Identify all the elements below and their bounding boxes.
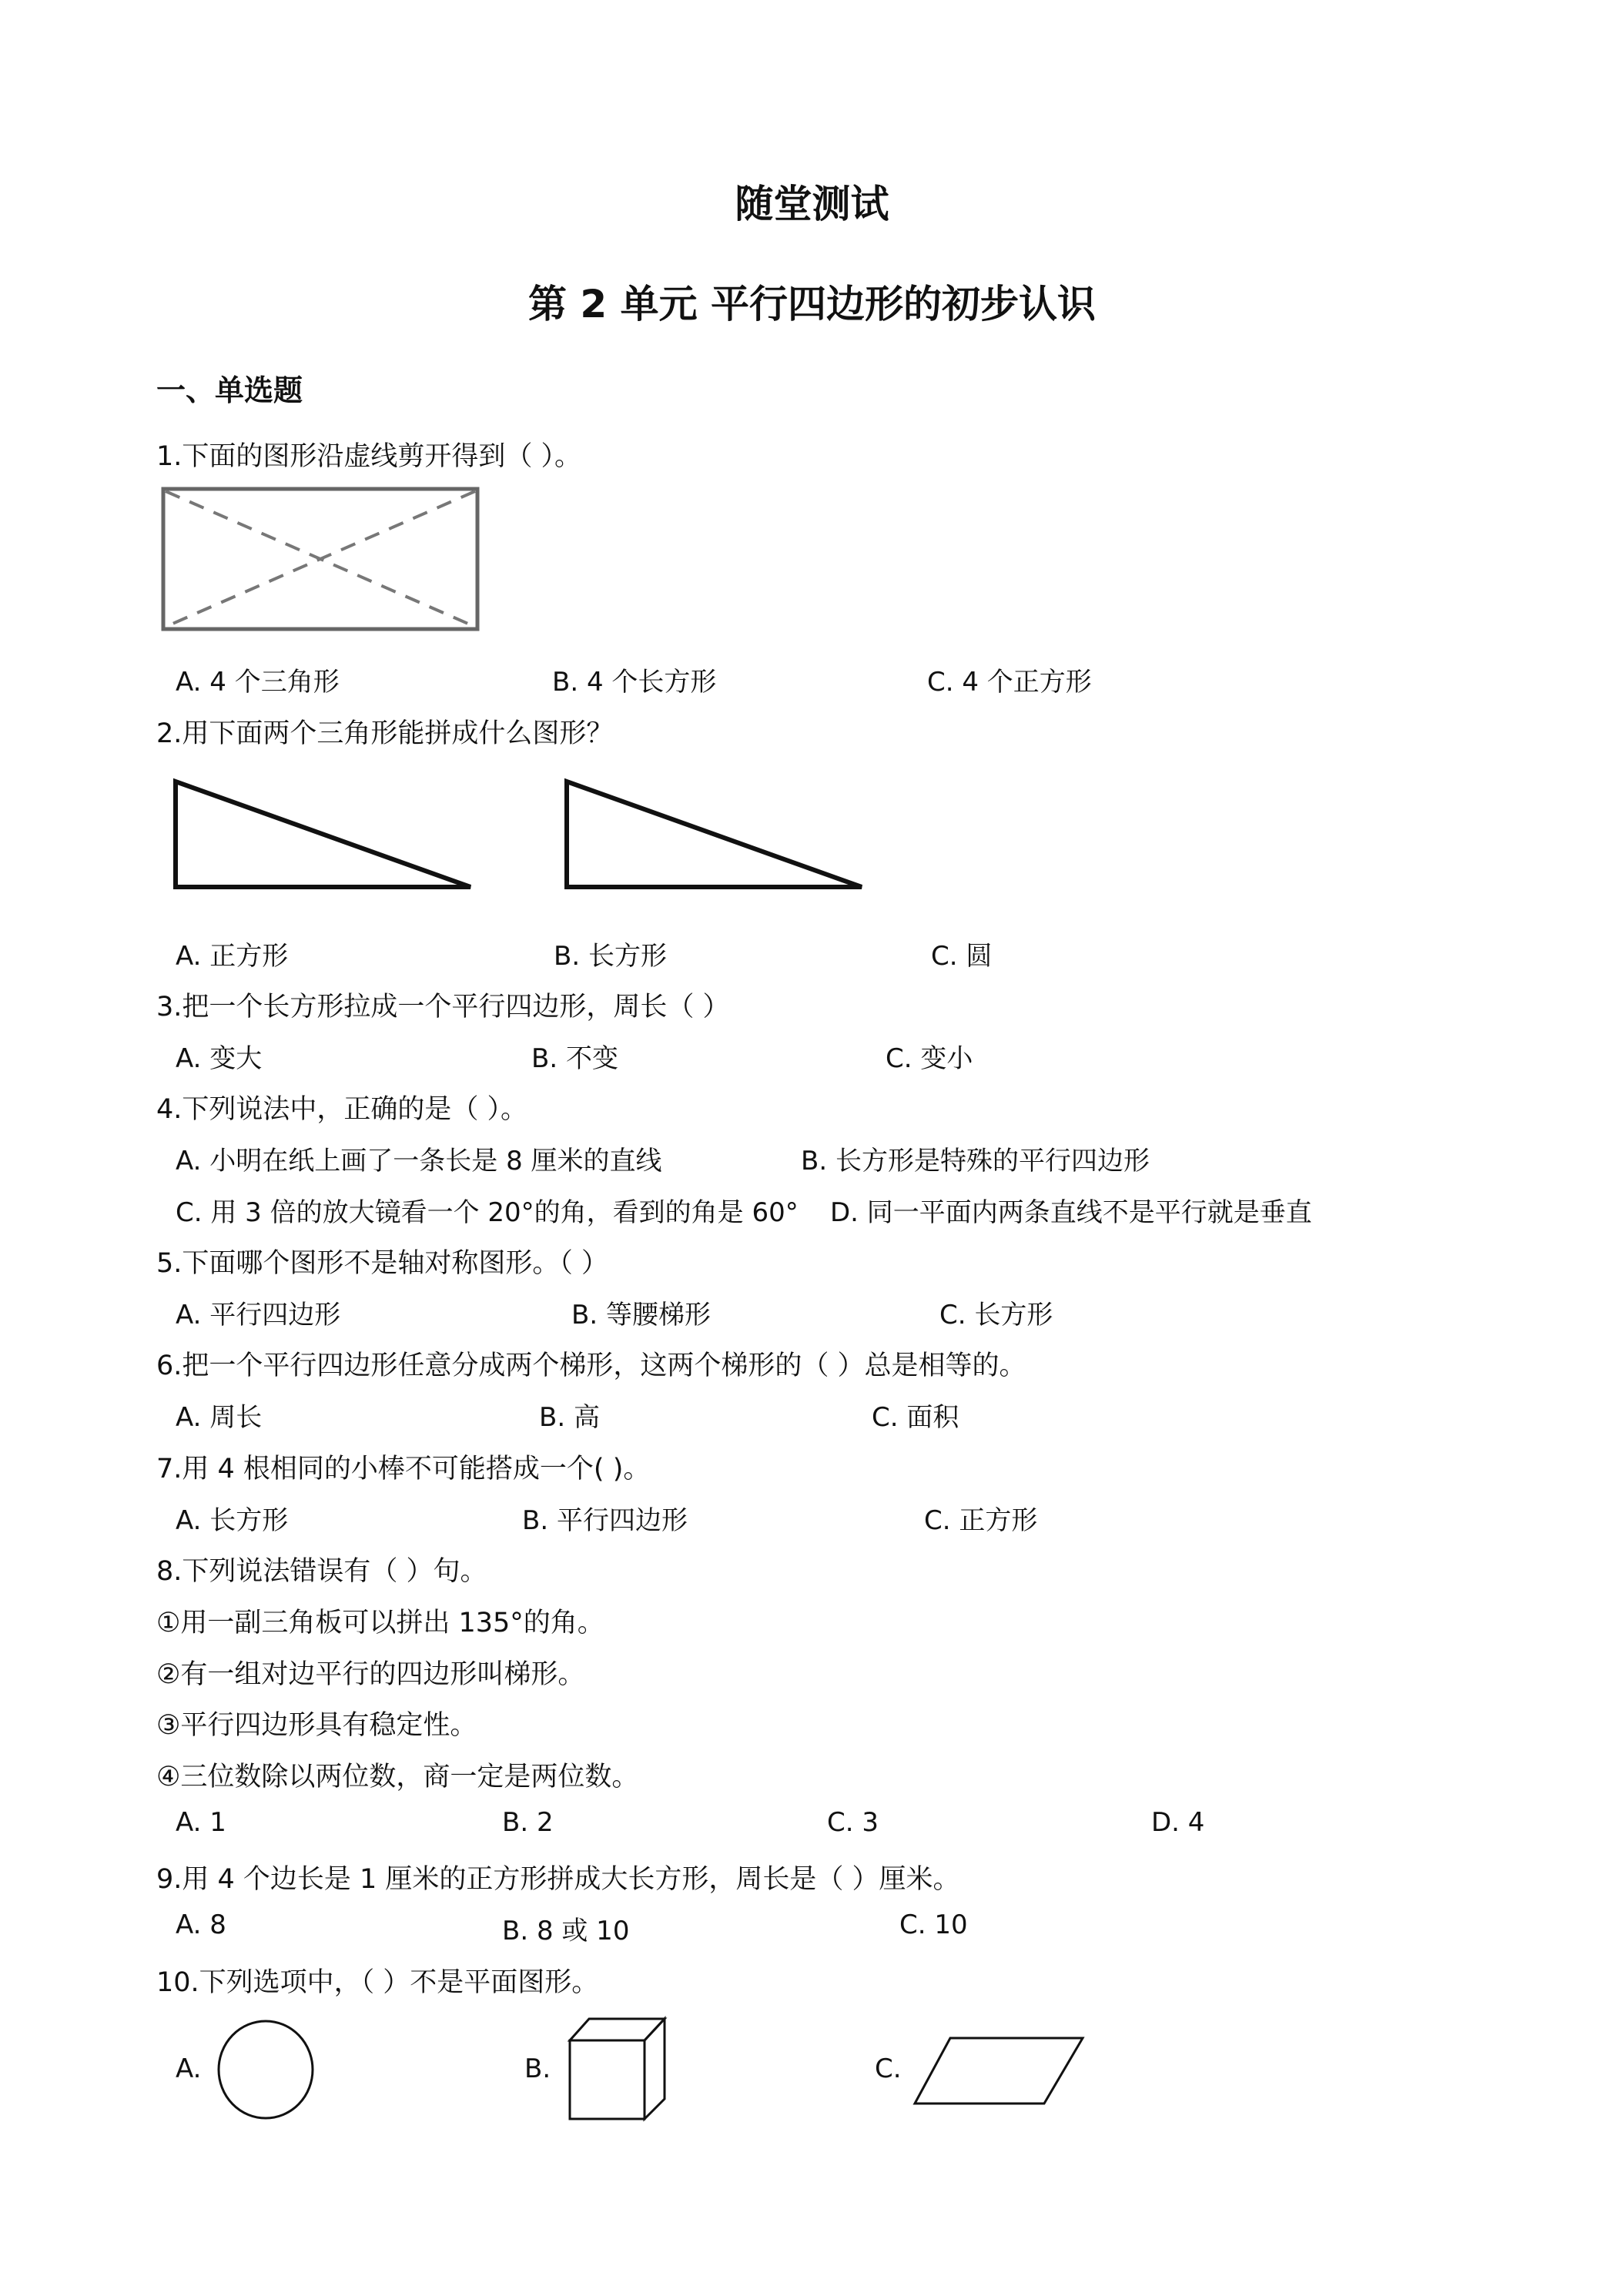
- question-8-option-a[interactable]: A. 1: [176, 1807, 226, 1838]
- question-5-option-c[interactable]: C. 长方形: [939, 1300, 1053, 1330]
- question-10-option-c[interactable]: C.: [875, 2053, 902, 2084]
- question-3-option-c[interactable]: C. 变小: [886, 1043, 973, 1074]
- unit-subtitle: 第 2 单元 平行四边形的初步认识: [527, 282, 1096, 326]
- question-2-option-a[interactable]: A. 正方形: [176, 941, 289, 972]
- question-3-stem: 3.把一个长方形拉成一个平行四边形，周长（ ）: [156, 992, 730, 1022]
- question-3-option-a[interactable]: A. 变大: [176, 1043, 263, 1074]
- question-7-stem: 7.用 4 根相同的小棒不可能搭成一个( )。: [156, 1454, 651, 1484]
- rectangle-with-dashed-diagonals-figure: [161, 487, 480, 633]
- question-7-option-c[interactable]: C. 正方形: [924, 1505, 1038, 1536]
- question-4-option-c[interactable]: C. 用 3 倍的放大镜看一个 20°的角，看到的角是 60°: [176, 1197, 799, 1228]
- question-2-stem: 2.用下面两个三角形能拼成什么图形？: [156, 718, 614, 749]
- question-4-option-a[interactable]: A. 小明在纸上画了一条长是 8 厘米的直线: [176, 1146, 662, 1176]
- question-4-option-b[interactable]: B. 长方形是特殊的平行四边形: [801, 1146, 1150, 1176]
- question-10-option-a[interactable]: A.: [176, 2053, 202, 2084]
- cube-figure: [566, 2016, 674, 2127]
- question-7-option-a[interactable]: A. 长方形: [176, 1505, 289, 1536]
- question-9-option-a[interactable]: A. 8: [176, 1909, 226, 1940]
- question-8-option-b[interactable]: B. 2: [502, 1807, 554, 1838]
- question-7-option-b[interactable]: B. 平行四边形: [522, 1505, 688, 1536]
- question-8-option-c[interactable]: C. 3: [827, 1807, 879, 1838]
- question-1-option-b[interactable]: B. 4 个长方形: [552, 667, 717, 698]
- question-6-option-b[interactable]: B. 高: [539, 1402, 600, 1433]
- question-5-option-b[interactable]: B. 等腰梯形: [571, 1300, 711, 1330]
- section-heading: 一、单选题: [156, 373, 303, 407]
- question-10-stem: 10.下列选项中，（ ）不是平面图形。: [156, 1967, 599, 1998]
- question-8-statement-2: ②有一组对边平行的四边形叫梯形。: [156, 1659, 585, 1690]
- question-8-stem: 8.下列说法错误有（ ）句。: [156, 1556, 487, 1587]
- right-triangle-figure-1: [172, 778, 480, 893]
- question-8-statement-1: ①用一副三角板可以拼出 135°的角。: [156, 1608, 604, 1638]
- question-10-option-b[interactable]: B.: [524, 2053, 551, 2084]
- right-triangle-figure-2: [563, 778, 871, 893]
- question-6-option-a[interactable]: A. 周长: [176, 1402, 263, 1433]
- question-3-option-b[interactable]: B. 不变: [531, 1043, 618, 1074]
- question-5-stem: 5.下面哪个图形不是轴对称图形。（ ）: [156, 1248, 609, 1279]
- question-1-option-a[interactable]: A. 4 个三角形: [176, 667, 340, 698]
- parallelogram-figure: [912, 2034, 1089, 2108]
- circle-figure: [217, 2019, 317, 2123]
- question-9-option-b[interactable]: B. 8 或 10: [502, 1916, 630, 1946]
- question-4-option-d[interactable]: D. 同一平面内两条直线不是平行就是垂直: [830, 1197, 1312, 1228]
- question-1-option-c[interactable]: C. 4 个正方形: [927, 667, 1092, 698]
- question-6-stem: 6.把一个平行四边形任意分成两个梯形，这两个梯形的（ ）总是相等的。: [156, 1350, 1026, 1381]
- question-8-option-d[interactable]: D. 4: [1151, 1807, 1205, 1838]
- question-9-option-c[interactable]: C. 10: [899, 1909, 968, 1940]
- page-title: 随堂测试: [735, 182, 889, 226]
- question-6-option-c[interactable]: C. 面积: [872, 1402, 959, 1433]
- question-9-stem: 9.用 4 个边长是 1 厘米的正方形拼成大长方形，周长是（ ）厘米。: [156, 1864, 960, 1895]
- question-8-statement-4: ④三位数除以两位数，商一定是两位数。: [156, 1762, 639, 1792]
- question-5-option-a[interactable]: A. 平行四边形: [176, 1300, 341, 1330]
- question-2-option-b[interactable]: B. 长方形: [554, 941, 667, 972]
- question-2-option-c[interactable]: C. 圆: [931, 941, 993, 972]
- question-1-stem: 1.下面的图形沿虚线剪开得到（ ）。: [156, 441, 582, 472]
- question-4-stem: 4.下列说法中，正确的是（ ）。: [156, 1094, 528, 1125]
- question-8-statement-3: ③平行四边形具有稳定性。: [156, 1710, 477, 1741]
